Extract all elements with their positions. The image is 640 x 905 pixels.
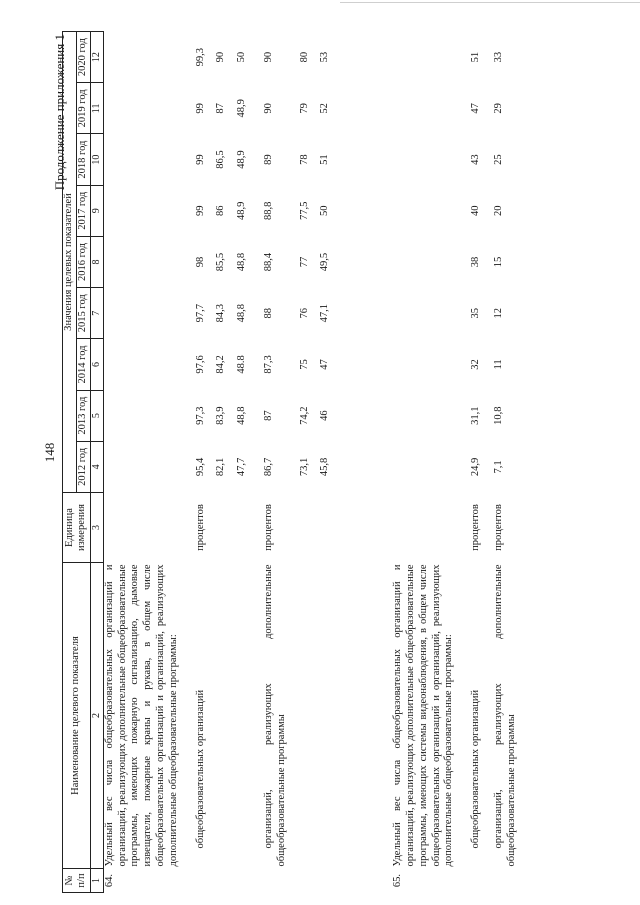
header-column-number: 4: [90, 441, 103, 492]
indicator-value: 15: [492, 256, 504, 268]
indicator-value: 77: [298, 256, 310, 268]
indicator-value: 48,8: [236, 252, 248, 272]
header-name: Наименование целевого показателя: [63, 563, 91, 869]
indicator-name: [311, 563, 332, 869]
indicator-value: 88,4: [262, 252, 274, 272]
indicator-value: 89: [262, 154, 274, 165]
header-column-number: 5: [90, 390, 103, 441]
indicator-value: 87: [262, 410, 274, 421]
indicator-value: 47,1: [319, 304, 331, 323]
indicator-value: [103, 236, 180, 287]
table-row: [249, 32, 289, 893]
header-column-number: 12: [90, 32, 103, 83]
indicator-name: организаций, реализующих дополнительные общеобразовательные программы: [262, 564, 287, 867]
unit: [228, 493, 249, 563]
header-column-numbers: [90, 32, 103, 893]
indicator-value: 84,3: [215, 304, 227, 323]
header-year: 2013 год: [76, 390, 90, 441]
header-year: 2019 год: [76, 83, 90, 134]
indicator-value: 88: [262, 307, 274, 319]
indicator-value: 74,2: [298, 406, 310, 425]
indicator-value: [332, 390, 456, 441]
unit: процентов: [470, 504, 482, 551]
indicator-value: 99: [194, 205, 206, 217]
indicator-value: 73,1: [298, 457, 310, 477]
header-year: 2014 год: [76, 339, 90, 390]
indicator-value: 77,5: [298, 201, 310, 220]
table-row: [311, 32, 332, 893]
indicator-value: 50: [236, 51, 248, 63]
indicator-value: 48.8: [236, 355, 248, 374]
indicator-value: 48,8: [236, 406, 248, 425]
indicator-value: 51: [319, 154, 331, 165]
table-row: [483, 32, 519, 893]
indicator-value: 47,7: [236, 457, 248, 477]
indicator-value: 85,5: [215, 252, 227, 272]
unit: [289, 493, 312, 563]
indicator-name: Удельный вес числа общеобразовательных организаций и организаций, реализующих дополнительные общеобразовательные программы, имеющих системы видеонаблюдения, в общем числе общеобразовательных организаций и организаций, реализующих дополнительные общеобразовательные программы:: [392, 564, 455, 867]
indicator-value: 80: [298, 51, 310, 63]
indicator-value: 45,8: [319, 457, 331, 477]
indicator-name: [228, 563, 249, 869]
indicator-value: 76: [298, 307, 310, 319]
unit: процентов: [492, 504, 504, 551]
row-number: [483, 869, 519, 893]
indicator-value: 32: [470, 359, 482, 370]
header-year: 2018 год: [76, 134, 90, 185]
header-year: 2015 год: [76, 288, 90, 339]
row-number: [289, 869, 312, 893]
indicator-value: 48,8: [236, 304, 248, 323]
table-body: [103, 32, 518, 893]
indicator-value: 33: [492, 51, 504, 63]
indicator-value: 99: [194, 103, 206, 114]
indicator-value: 11: [492, 359, 504, 370]
row-number: [228, 869, 249, 893]
indicator-value: 95,4: [194, 457, 206, 477]
unit: [207, 493, 228, 563]
indicator-value: 48,9: [236, 99, 248, 118]
indicator-value: [103, 390, 180, 441]
indicator-name: [207, 563, 228, 869]
header-year: 2017 год: [76, 185, 90, 236]
indicator-name: общеобразовательных организаций: [194, 689, 206, 849]
indicator-name: организаций, реализующих дополнительные общеобразовательные программы: [492, 564, 517, 867]
indicator-value: 97,3: [194, 406, 206, 425]
continuation-label: Продолжение приложения 1: [52, 34, 67, 191]
indicator-value: 47: [319, 359, 331, 370]
indicator-table: [62, 31, 519, 893]
row-number: 64.: [103, 873, 115, 888]
indicator-value: [332, 32, 456, 83]
indicator-value: 51: [470, 51, 482, 63]
header-column-number: 9: [90, 185, 103, 236]
indicator-value: 75: [298, 359, 310, 370]
indicator-value: 78: [298, 154, 310, 165]
indicator-value: 86,7: [262, 457, 274, 477]
indicator-value: 79: [298, 103, 310, 114]
indicator-value: [332, 441, 456, 492]
table-row: [181, 32, 208, 893]
indicator-name: [289, 563, 312, 869]
indicator-value: [103, 32, 180, 83]
header-year: 2016 год: [76, 236, 90, 287]
unit: [103, 493, 180, 563]
indicator-value: 53: [319, 51, 331, 63]
indicator-value: [332, 83, 456, 134]
indicator-value: 84,2: [215, 355, 227, 374]
indicator-value: 87: [215, 103, 227, 114]
header-values: Значения целевых показателей: [63, 32, 77, 493]
unit: [332, 493, 456, 563]
indicator-value: [103, 185, 180, 236]
indicator-value: 52: [319, 103, 331, 114]
unit: [311, 493, 332, 563]
header-year: 2020 год: [76, 32, 90, 83]
indicator-value: 97,7: [194, 304, 206, 323]
indicator-value: 29: [492, 103, 504, 114]
header-column-number: 10: [90, 134, 103, 185]
table-row: [207, 32, 228, 893]
indicator-value: 49,5: [319, 252, 331, 272]
header-column-number: 2: [90, 563, 103, 869]
indicator-value: 88,8: [262, 201, 274, 220]
indicator-value: [103, 83, 180, 134]
indicator-value: [332, 288, 456, 339]
header-no: № п/п: [63, 869, 91, 893]
table-row: [103, 32, 180, 893]
indicator-value: 90: [215, 51, 227, 63]
indicator-value: 31,1: [470, 406, 482, 425]
indicator-value: 83,9: [215, 406, 227, 425]
indicator-value: 98: [194, 256, 206, 268]
indicator-value: 47: [470, 103, 482, 114]
indicator-value: [332, 185, 456, 236]
row-number: [311, 869, 332, 893]
indicator-value: 87,3: [262, 355, 274, 374]
row-number: [207, 869, 228, 893]
indicator-value: 43: [470, 154, 482, 165]
indicator-value: 50: [319, 205, 331, 217]
indicator-value: 86: [215, 205, 227, 217]
indicator-value: 48,9: [236, 150, 248, 169]
indicator-value: 40: [470, 205, 482, 217]
indicator-value: 38: [470, 256, 482, 268]
indicator-value: 99,3: [194, 47, 206, 67]
header-column-number: 8: [90, 236, 103, 287]
indicator-value: 97,6: [194, 355, 206, 374]
row-number: [181, 869, 208, 893]
table-row: [332, 32, 456, 893]
indicator-value: 20: [492, 205, 504, 217]
indicator-value: 24,9: [470, 457, 482, 477]
table-row: [456, 32, 483, 893]
indicator-value: [332, 339, 456, 390]
unit: процентов: [194, 504, 206, 551]
indicator-value: 90: [262, 51, 274, 63]
indicator-value: 35: [470, 307, 482, 319]
indicator-value: 48,9: [236, 201, 248, 220]
header-column-number: 3: [90, 493, 103, 563]
indicator-value: 86,5: [215, 150, 227, 169]
header-column-number: 6: [90, 339, 103, 390]
indicator-value: 25: [492, 154, 504, 165]
header-unit: Единица измерения: [63, 493, 91, 563]
indicator-value: [103, 441, 180, 492]
indicator-name: общеобразовательных организаций: [470, 689, 482, 849]
indicator-name: Удельный вес числа общеобразовательных организаций и организаций, реализующих дополнительные общеобразовательные программы, имеющих пожарную сигнализацию, дымовые извещатели, пожарные краны и рукава, в общем числе общеобразовательных организаций и организаций, реализующих дополнительные общеобразовательные программы:: [103, 564, 179, 867]
header-column-number: 1: [90, 869, 103, 893]
table-row: [228, 32, 249, 893]
row-number: [456, 869, 483, 893]
header-column-number: 11: [90, 83, 103, 134]
indicator-value: [332, 134, 456, 185]
unit: процентов: [262, 504, 274, 551]
indicator-value: 99: [194, 154, 206, 165]
indicator-value: 82,1: [215, 457, 227, 477]
indicator-value: [103, 288, 180, 339]
table-row: [289, 32, 312, 893]
indicator-value: [103, 134, 180, 185]
indicator-value: 12: [492, 307, 504, 319]
page-number: 148: [42, 442, 57, 463]
indicator-value: 7,1: [492, 460, 504, 474]
indicator-value: 90: [262, 103, 274, 114]
indicator-value: [103, 339, 180, 390]
header-column-number: 7: [90, 288, 103, 339]
row-number: 65.: [392, 873, 404, 888]
indicator-value: 10,8: [492, 406, 504, 425]
indicator-value: [332, 236, 456, 287]
row-number: [249, 869, 289, 893]
header-year: 2012 год: [76, 441, 90, 492]
indicator-value: 46: [319, 410, 331, 421]
